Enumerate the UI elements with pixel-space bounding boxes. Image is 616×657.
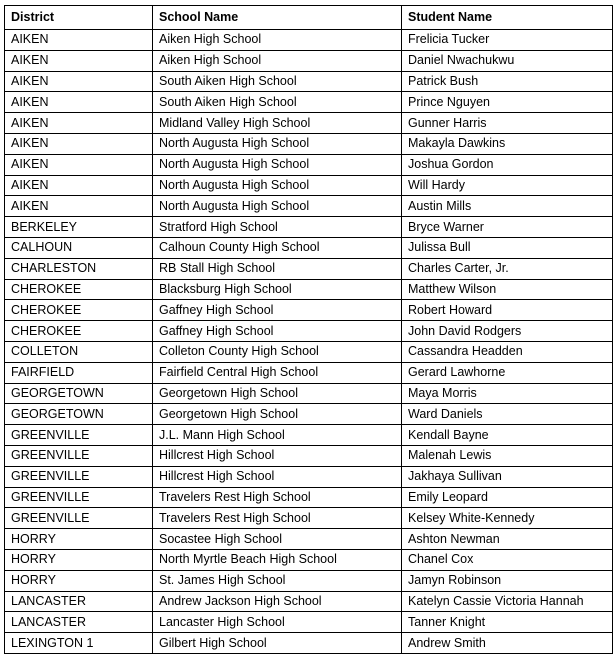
district-cell: GEORGETOWN xyxy=(5,383,153,404)
student-name-cell: Makayla Dawkins xyxy=(402,133,613,154)
district-cell: BERKELEY xyxy=(5,217,153,238)
table-row xyxy=(5,383,613,404)
table-row xyxy=(5,217,613,238)
district-cell: AIKEN xyxy=(5,154,153,175)
student-name-cell: Cassandra Headden xyxy=(402,341,613,362)
student-name-cell: Tanner Knight xyxy=(402,612,613,633)
district-cell: LANCASTER xyxy=(5,591,153,612)
table-row xyxy=(5,258,613,279)
school-name-cell: North Augusta High School xyxy=(153,196,402,217)
table-row xyxy=(5,466,613,487)
student-name-cell: John David Rodgers xyxy=(402,321,613,342)
district-cell: HORRY xyxy=(5,570,153,591)
district-cell: GREENVILLE xyxy=(5,508,153,529)
table-row xyxy=(5,237,613,258)
district-cell: HORRY xyxy=(5,549,153,570)
district-cell: CHARLESTON xyxy=(5,258,153,279)
district-cell: AIKEN xyxy=(5,175,153,196)
district-cell: FAIRFIELD xyxy=(5,362,153,383)
school-name-cell: Georgetown High School xyxy=(153,404,402,425)
table-row xyxy=(5,279,613,300)
school-name-cell: Calhoun County High School xyxy=(153,237,402,258)
student-name-cell: Gunner Harris xyxy=(402,113,613,134)
student-name-cell: Robert Howard xyxy=(402,300,613,321)
school-name-cell: Lancaster High School xyxy=(153,612,402,633)
table-row xyxy=(5,196,613,217)
school-name-cell: Andrew Jackson High School xyxy=(153,591,402,612)
student-name-cell: Jamyn Robinson xyxy=(402,570,613,591)
table-row xyxy=(5,612,613,633)
school-name-cell: Midland Valley High School xyxy=(153,113,402,134)
district-cell: GREENVILLE xyxy=(5,487,153,508)
district-cell: CHEROKEE xyxy=(5,321,153,342)
school-name-cell: Travelers Rest High School xyxy=(153,508,402,529)
district-cell: HORRY xyxy=(5,529,153,550)
table-row xyxy=(5,404,613,425)
student-name-cell: Austin Mills xyxy=(402,196,613,217)
students-table xyxy=(4,5,613,654)
header-row xyxy=(5,6,613,30)
district-cell: AIKEN xyxy=(5,71,153,92)
student-name-cell: Kelsey White-Kennedy xyxy=(402,508,613,529)
school-name-cell: Gaffney High School xyxy=(153,300,402,321)
table-row xyxy=(5,508,613,529)
student-name-cell: Kendall Bayne xyxy=(402,425,613,446)
district-cell: LANCASTER xyxy=(5,612,153,633)
student-name-cell: Bryce Warner xyxy=(402,217,613,238)
student-name-cell: Charles Carter, Jr. xyxy=(402,258,613,279)
table-row xyxy=(5,154,613,175)
school-name-cell: Travelers Rest High School xyxy=(153,487,402,508)
school-name-cell: RB Stall High School xyxy=(153,258,402,279)
district-cell: AIKEN xyxy=(5,133,153,154)
table-row xyxy=(5,300,613,321)
table-row xyxy=(5,633,613,654)
table-row xyxy=(5,549,613,570)
district-cell: AIKEN xyxy=(5,113,153,134)
school-name-cell: Blacksburg High School xyxy=(153,279,402,300)
table-row xyxy=(5,591,613,612)
header-student-name: Student Name xyxy=(402,6,613,30)
student-name-cell: Maya Morris xyxy=(402,383,613,404)
school-name-cell: North Augusta High School xyxy=(153,133,402,154)
district-cell: AIKEN xyxy=(5,50,153,71)
district-cell: CHEROKEE xyxy=(5,300,153,321)
student-name-cell: Will Hardy xyxy=(402,175,613,196)
district-cell: AIKEN xyxy=(5,196,153,217)
student-name-cell: Frelicia Tucker xyxy=(402,30,613,51)
table-row xyxy=(5,487,613,508)
student-name-cell: Andrew Smith xyxy=(402,633,613,654)
school-name-cell: Fairfield Central High School xyxy=(153,362,402,383)
table-row xyxy=(5,321,613,342)
student-name-cell: Emily Leopard xyxy=(402,487,613,508)
student-name-cell: Daniel Nwachukwu xyxy=(402,50,613,71)
school-name-cell: North Augusta High School xyxy=(153,154,402,175)
student-name-cell: Ward Daniels xyxy=(402,404,613,425)
school-name-cell: Georgetown High School xyxy=(153,383,402,404)
table-row xyxy=(5,445,613,466)
district-cell: GREENVILLE xyxy=(5,445,153,466)
table-row xyxy=(5,425,613,446)
district-cell: GREENVILLE xyxy=(5,466,153,487)
school-name-cell: Aiken High School xyxy=(153,30,402,51)
table-row xyxy=(5,92,613,113)
district-cell: GEORGETOWN xyxy=(5,404,153,425)
student-name-cell: Chanel Cox xyxy=(402,549,613,570)
school-name-cell: Hillcrest High School xyxy=(153,445,402,466)
school-name-cell: Socastee High School xyxy=(153,529,402,550)
school-name-cell: North Augusta High School xyxy=(153,175,402,196)
student-name-cell: Ashton Newman xyxy=(402,529,613,550)
table-row xyxy=(5,529,613,550)
table-row xyxy=(5,71,613,92)
district-cell: CALHOUN xyxy=(5,237,153,258)
table-row xyxy=(5,570,613,591)
student-name-cell: Julissa Bull xyxy=(402,237,613,258)
school-name-cell: Stratford High School xyxy=(153,217,402,238)
student-name-cell: Patrick Bush xyxy=(402,71,613,92)
table-row xyxy=(5,362,613,383)
table-row xyxy=(5,50,613,71)
school-name-cell: J.L. Mann High School xyxy=(153,425,402,446)
district-cell: AIKEN xyxy=(5,92,153,113)
district-cell: CHEROKEE xyxy=(5,279,153,300)
table-row xyxy=(5,133,613,154)
district-cell: COLLETON xyxy=(5,341,153,362)
school-name-cell: Gaffney High School xyxy=(153,321,402,342)
student-name-cell: Prince Nguyen xyxy=(402,92,613,113)
district-cell: LEXINGTON 1 xyxy=(5,633,153,654)
student-name-cell: Gerard Lawhorne xyxy=(402,362,613,383)
school-name-cell: St. James High School xyxy=(153,570,402,591)
school-name-cell: Hillcrest High School xyxy=(153,466,402,487)
student-name-cell: Malenah Lewis xyxy=(402,445,613,466)
student-name-cell: Joshua Gordon xyxy=(402,154,613,175)
table-row xyxy=(5,175,613,196)
table-row xyxy=(5,113,613,134)
school-name-cell: North Myrtle Beach High School xyxy=(153,549,402,570)
school-name-cell: South Aiken High School xyxy=(153,92,402,113)
table-row xyxy=(5,341,613,362)
school-name-cell: South Aiken High School xyxy=(153,71,402,92)
student-name-cell: Matthew Wilson xyxy=(402,279,613,300)
table-row xyxy=(5,30,613,51)
district-cell: AIKEN xyxy=(5,30,153,51)
school-name-cell: Gilbert High School xyxy=(153,633,402,654)
student-name-cell: Jakhaya Sullivan xyxy=(402,466,613,487)
student-name-cell: Katelyn Cassie Victoria Hannah xyxy=(402,591,613,612)
header-district: District xyxy=(5,6,153,30)
header-school-name: School Name xyxy=(153,6,402,30)
school-name-cell: Colleton County High School xyxy=(153,341,402,362)
school-name-cell: Aiken High School xyxy=(153,50,402,71)
district-cell: GREENVILLE xyxy=(5,425,153,446)
